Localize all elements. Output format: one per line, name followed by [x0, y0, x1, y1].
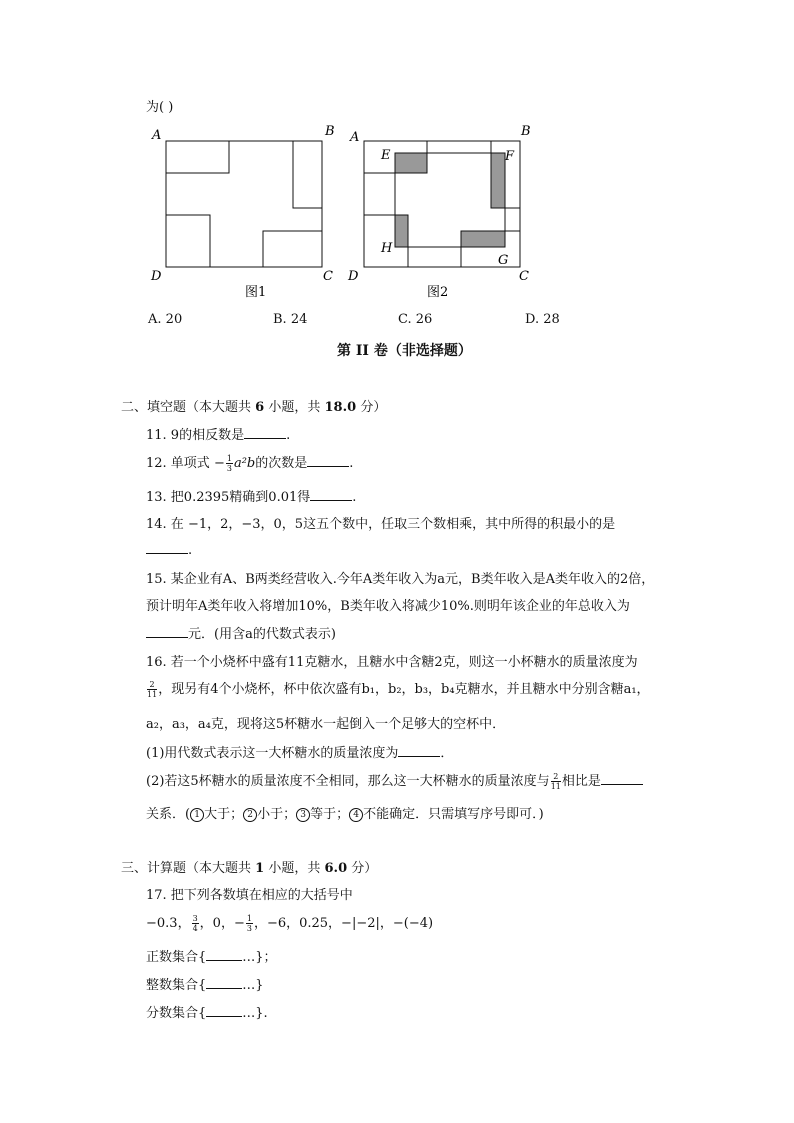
fig2-label-a: A [350, 130, 360, 145]
answer-blank [398, 744, 440, 757]
question-12: 12. 单项式 − $\frac{1}{3}$ a²b的次数是 . [146, 454, 354, 473]
question-17-numbers: −0.3， $\frac{3}{4}$ ，0，− $\frac{1}{3}$ ，−6，0.25，−|−2|，−(−4) [146, 914, 434, 933]
fig2-label-b: B [521, 124, 531, 139]
fig2-label-h: H [381, 241, 393, 256]
fig2-label-c: C [519, 269, 529, 284]
fig2-caption: 图2 [427, 285, 449, 300]
fig2-label-d: D [348, 269, 359, 284]
option-b: B. 24 [273, 312, 308, 327]
question-16-part2: (2)若这5杯糖水的质量浓度不全相同，那么这一大杯糖水的质量浓度与 $\frac{2}{11}$ 相比是 [146, 770, 643, 791]
fig1-rect-right [293, 141, 322, 208]
fig1-caption: 图1 [245, 285, 267, 300]
answer-blank [307, 454, 349, 467]
question-13: 13. 把0.2395精确到0.01得 . [146, 490, 357, 505]
integer-set: 整数集合{ …} [146, 978, 264, 993]
fig1-outer-rect [166, 141, 322, 267]
fig2-shaded-f [491, 153, 505, 208]
question-14-line1: 14. 在 −1，2，−3，0，5这五个数中，任取三个数相乘，其中所得的积最小的是 [146, 517, 616, 532]
question-15-line2: 预计明年A类年收入将增加10%，B类年收入将减少10%.则明年该企业的年总收入为 [146, 599, 630, 614]
fig2-shaded-g [461, 231, 505, 247]
answer-blank [146, 625, 188, 638]
question-16-line1: 16. 若一个小烧杯中盛有11克糖水，且糖水中含糖2克，则这一小杯糖水的质量浓度为 [146, 655, 638, 670]
question-11: 11. 9的相反数是 . [146, 428, 291, 443]
answer-blank [206, 1004, 242, 1017]
fig1-rect-bottom-right [263, 231, 322, 267]
volume-title: 第 II 卷（非选择题） [337, 343, 472, 359]
answer-blank [244, 426, 286, 439]
fig1-rect-top-left [166, 141, 229, 173]
question-15-line3: 元．(用含a的代数式表示) [146, 623, 336, 642]
answer-blank [601, 772, 643, 785]
figure-1 [145, 122, 345, 302]
figure-2 [343, 122, 543, 302]
section3-heading: 三、计算题（本大题共 1 小题，共 6.0 分） [121, 861, 378, 876]
fig1-label-b: B [325, 124, 335, 139]
fig2-shaded-h [395, 215, 408, 247]
answer-blank [146, 541, 188, 554]
fig1-label-d: D [151, 269, 162, 284]
fig1-label-c: C [323, 269, 333, 284]
option-c: C. 26 [398, 312, 433, 327]
answer-blank [206, 948, 242, 961]
fig2-label-e: E [381, 148, 391, 163]
fig2-label-f: F [505, 149, 515, 164]
positive-set: 正数集合{ …}； [146, 950, 277, 965]
fig1-label-a: A [152, 128, 162, 143]
question-15-line1: 15. 某企业有A、B两类经营收入.今年A类年收入为a元，B类年收入是A类年收入的2倍， [146, 572, 655, 587]
fig2-shaded-e [395, 153, 427, 173]
question-16-choices: 关系．( 1 大于； 2 小于； 3 等于； 4 不能确定．只需填写序号即可．) [146, 807, 544, 822]
question-14-line2: . [146, 541, 192, 558]
answer-blank [206, 976, 242, 989]
question-16-line3: a₂，a₃，a₄克，现将这5杯糖水一起倒入一个足够大的空杯中． [146, 717, 506, 732]
answer-blank [310, 488, 352, 501]
question-16-line2: $\frac{2}{11}$ ，现另有4个小烧杯，杯中依次盛有b₁，b₂，b₃，b₄克糖水，并且糖水中分别含糖a₁， [147, 680, 650, 699]
option-d: D. 28 [525, 312, 560, 327]
section2-heading: 二、填空题（本大题共 6 小题，共 18.0 分） [121, 400, 387, 415]
fig2-label-g: G [498, 253, 509, 268]
question-16-part1: (1)用代数式表示这一大杯糖水的质量浓度为 ． [146, 746, 454, 761]
option-a: A. 20 [148, 312, 183, 327]
fraction-set: 分数集合{ …}. [146, 1006, 268, 1021]
fig1-rect-bottom-left [166, 215, 210, 267]
question-17-title: 17. 把下列各数填在相应的大括号中 [146, 888, 353, 903]
question-stem-tail: 为( ) [146, 100, 174, 115]
